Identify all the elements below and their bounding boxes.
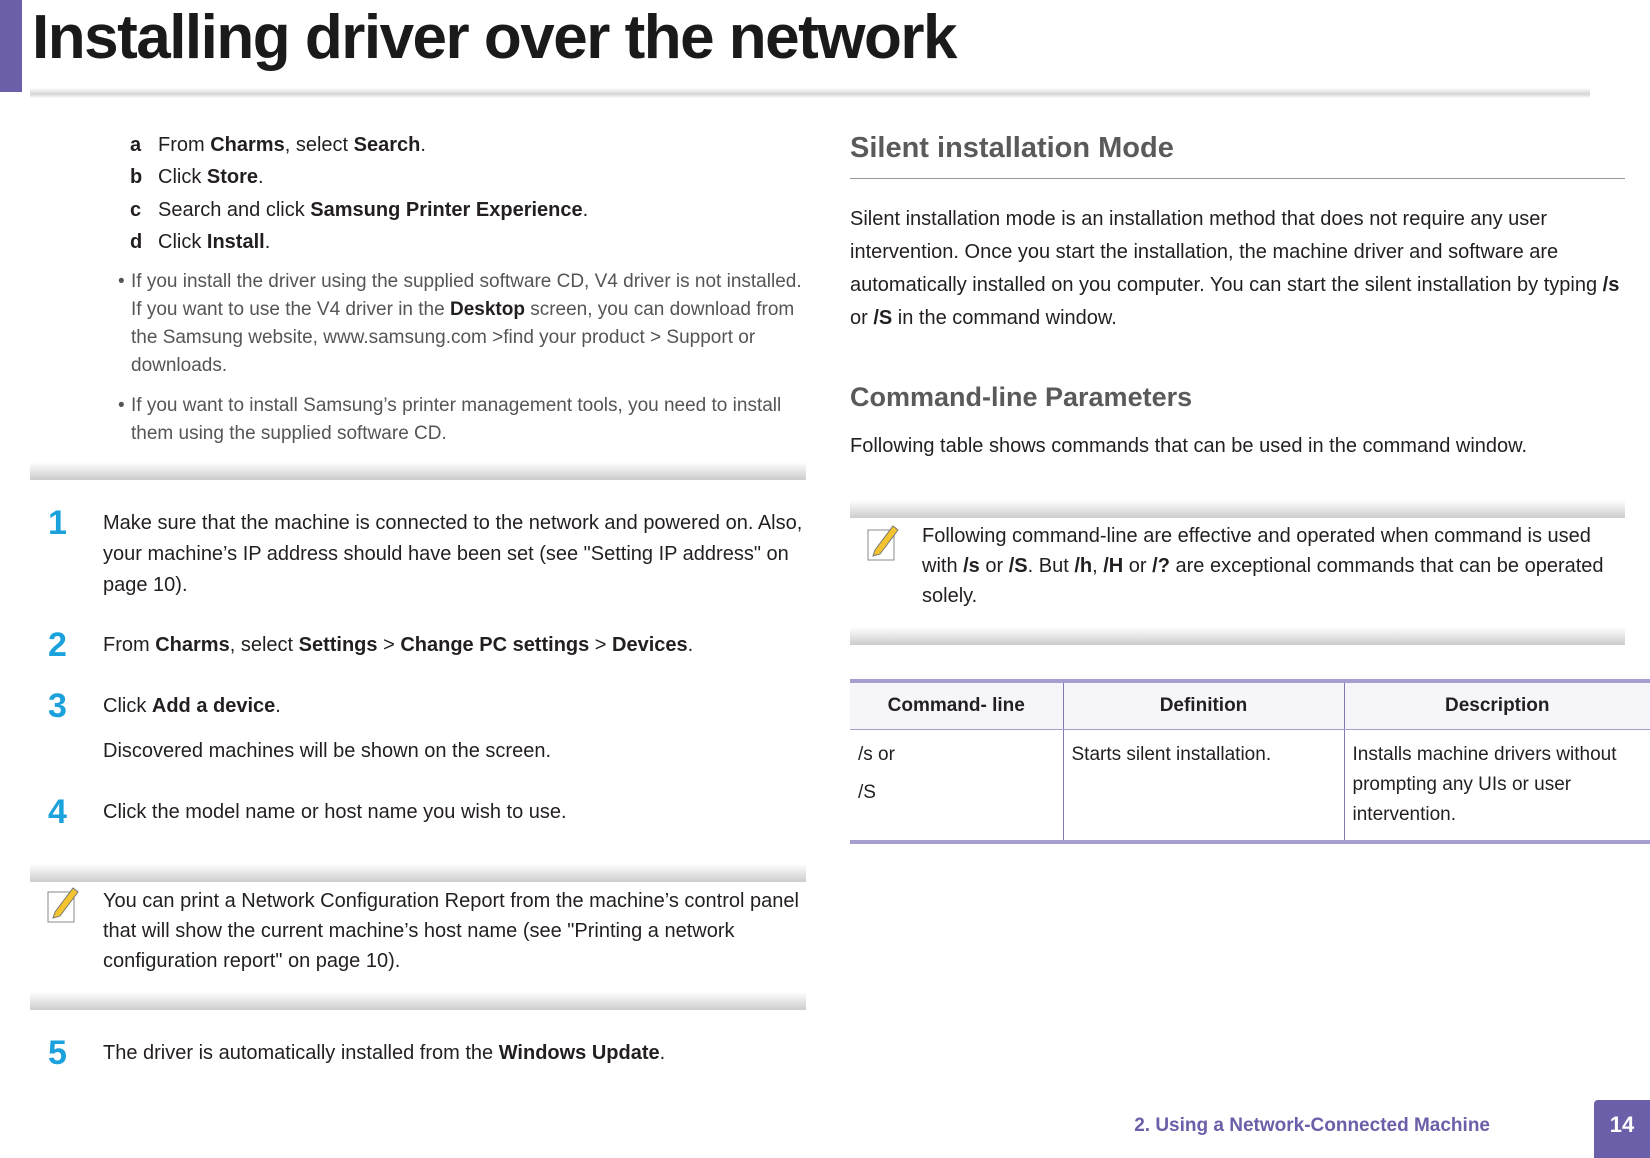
- command-line-heading: Command-line Parameters: [850, 382, 1193, 412]
- note-divider-top: [30, 864, 806, 882]
- heading-rule: [850, 178, 1625, 179]
- bullet-item: • If you install the driver using the supplied software CD, V4 driver is not installed. If you want to use the V4 driver in the Desktop screen, you can download from the Samsung website, www.samsung.com >find your product > Support or downloads.: [118, 271, 802, 376]
- page-number: 14: [1594, 1100, 1650, 1158]
- header-command-line: Command- line: [850, 681, 1063, 729]
- note-divider-bottom: [30, 992, 806, 1010]
- silent-mode-heading: Silent installation Mode: [850, 132, 1174, 164]
- command-line-table: [850, 679, 1650, 844]
- step-2: 2 From Charms, select Settings > Change PC settings > Devices.: [48, 626, 694, 664]
- note-network-report: You can print a Network Configuration Report from the machine’s control panel that will show the current machine’s host name (see "Printing a network configuration report" on page 10).: [103, 890, 799, 972]
- page-title: Installing driver over the network: [32, 3, 957, 72]
- substep-a: a From Charms, select Search.: [130, 134, 426, 156]
- cell-definition: Starts silent installation.: [1063, 729, 1344, 842]
- step-1: 1 Make sure that the machine is connected to the network and powered on. Also, your machine’s IP address should have been set (see "Setting IP address" on page 10).: [48, 504, 803, 596]
- substep-d: d Click Install.: [130, 231, 271, 253]
- command-line-paragraph: Following table shows commands that can be used in the command window.: [850, 435, 1528, 457]
- step-3: 3 Click Add a device. Discovered machines will be shown on the screen.: [48, 687, 551, 762]
- header-definition: Definition: [1063, 681, 1344, 729]
- title-rule: [30, 88, 1590, 98]
- substep-b: b Click Store.: [130, 166, 264, 188]
- note-pencil-icon: [45, 884, 83, 926]
- note-pencil-icon: [865, 522, 903, 564]
- note-command-line: Following command-line are effective and operated when command is used with /s or /S. But /h, /H or /? are exceptional commands that can be operated solely.: [922, 525, 1604, 607]
- table-header-row: [850, 681, 1650, 729]
- bullet-item: • If you want to install Samsung’s printer management tools, you need to install them using the supplied software CD.: [118, 395, 782, 444]
- cell-command: /s or /S: [858, 743, 895, 803]
- header-description: Description: [1344, 681, 1650, 729]
- note-divider-top: [850, 500, 1625, 518]
- note-divider-bottom: [850, 627, 1625, 645]
- step-5: 5 The driver is automatically installed from the Windows Update.: [48, 1034, 666, 1072]
- table-row: [850, 729, 1650, 842]
- cell-description: Installs machine drivers without prompting any UIs or user intervention.: [1344, 729, 1650, 842]
- substep-c: c Search and click Samsung Printer Experience.: [130, 199, 589, 221]
- title-accent-bar: [0, 0, 22, 92]
- step-4: 4 Click the model name or host name you wish to use.: [48, 793, 567, 831]
- silent-mode-paragraph: Silent installation mode is an installation method that does not require any user intervention. Once you start the installation, the machine driver and software are automatically installed on you computer. You can start the silent installation by typing /s or /S in the command window.: [850, 208, 1620, 329]
- footer-chapter: 2. Using a Network-Connected Machine: [1134, 1115, 1490, 1136]
- section-divider: [30, 462, 806, 480]
